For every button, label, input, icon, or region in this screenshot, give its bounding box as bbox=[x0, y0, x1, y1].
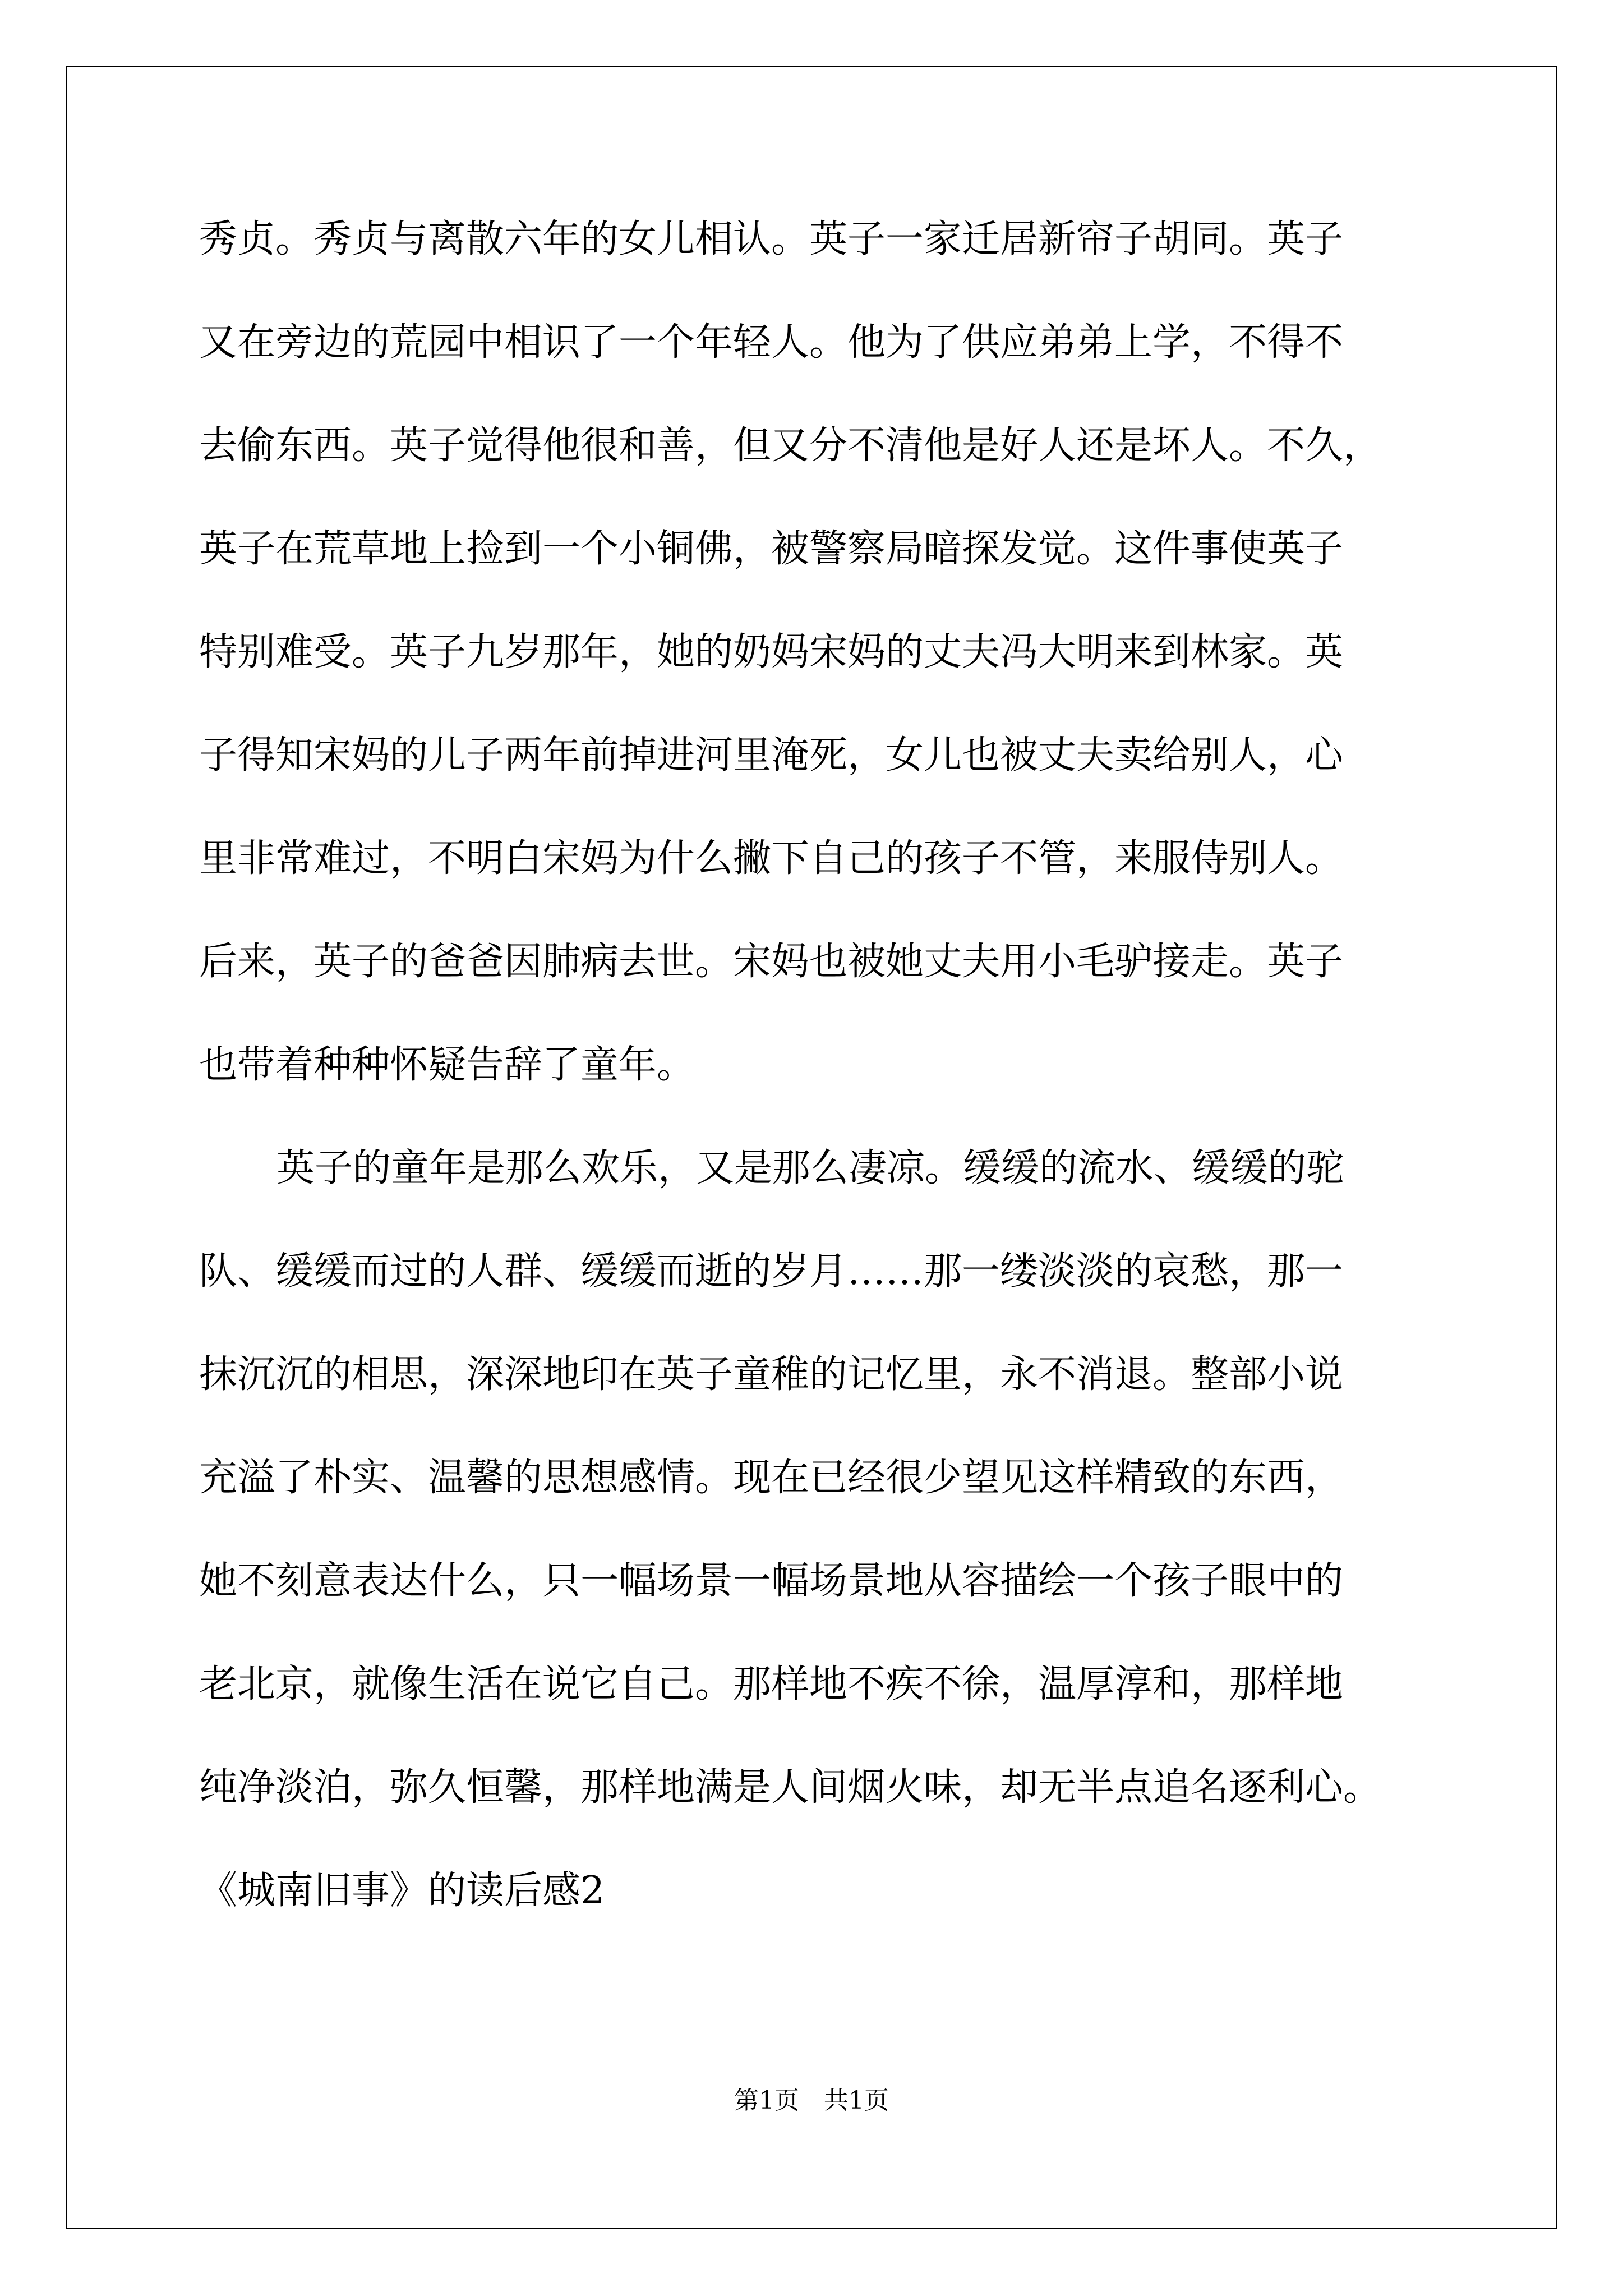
section-heading: 《城南旧事》的读后感2 bbox=[199, 1869, 605, 1913]
page-number: 第1页 bbox=[734, 2086, 799, 2115]
document-body bbox=[199, 209, 1438, 1963]
text-line: 英子的童年是那么欢乐，又是那么凄凉。缓缓的流水、缓缓的驼 bbox=[276, 1146, 1345, 1190]
text-line: 子得知宋妈的儿子两年前掉进河里淹死，女儿也被丈夫卖给别人，心 bbox=[199, 733, 1344, 777]
text-line: 后来，英子的爸爸因肺病去世。宋妈也被她丈夫用小毛驴接走。英子 bbox=[199, 940, 1344, 984]
text-line: 老北京，就像生活在说它自己。那样地不疾不徐，温厚淳和，那样地 bbox=[199, 1662, 1344, 1706]
text-line: 又在旁边的荒园中相识了一个年轻人。他为了供应弟弟上学，不得不 bbox=[199, 320, 1344, 365]
text-line: 秀贞。秀贞与离散六年的女儿相认。英子一家迁居新帘子胡同。英子 bbox=[199, 217, 1344, 261]
text-line: 特别难受。英子九岁那年，她的奶妈宋妈的丈夫冯大明来到林家。英 bbox=[199, 630, 1344, 674]
page-total: 共1页 bbox=[824, 2086, 889, 2115]
text-line: 里非常难过，不明白宋妈为什么撇下自己的孩子不管，来服侍别人。 bbox=[199, 836, 1344, 881]
text-line: 英子在荒草地上捡到一个小铜佛，被警察局暗探发觉。这件事使英子 bbox=[199, 527, 1344, 571]
text-line: 去偷东西。英子觉得他很和善，但又分不清他是好人还是坏人。不久， bbox=[199, 424, 1382, 468]
page-footer bbox=[0, 2080, 1623, 2116]
text-line: 纯净淡泊，弥久恒馨，那样地满是人间烟火味，却无半点追名逐利心。 bbox=[199, 1765, 1382, 1810]
text-line: 队、缓缓而过的人群、缓缓而逝的岁月……那一缕淡淡的哀愁，那一 bbox=[199, 1249, 1344, 1294]
text-line: 她不刻意表达什么，只一幅场景一幅场景地从容描绘一个孩子眼中的 bbox=[199, 1559, 1344, 1603]
text-line: 抹沉沉的相思，深深地印在英子童稚的记忆里，永不消退。整部小说 bbox=[199, 1352, 1344, 1397]
text-line: 也带着种种怀疑告辞了童年。 bbox=[199, 1043, 695, 1087]
text-line: 充溢了朴实、温馨的思想感情。现在已经很少望见这样精致的东西， bbox=[199, 1456, 1344, 1500]
